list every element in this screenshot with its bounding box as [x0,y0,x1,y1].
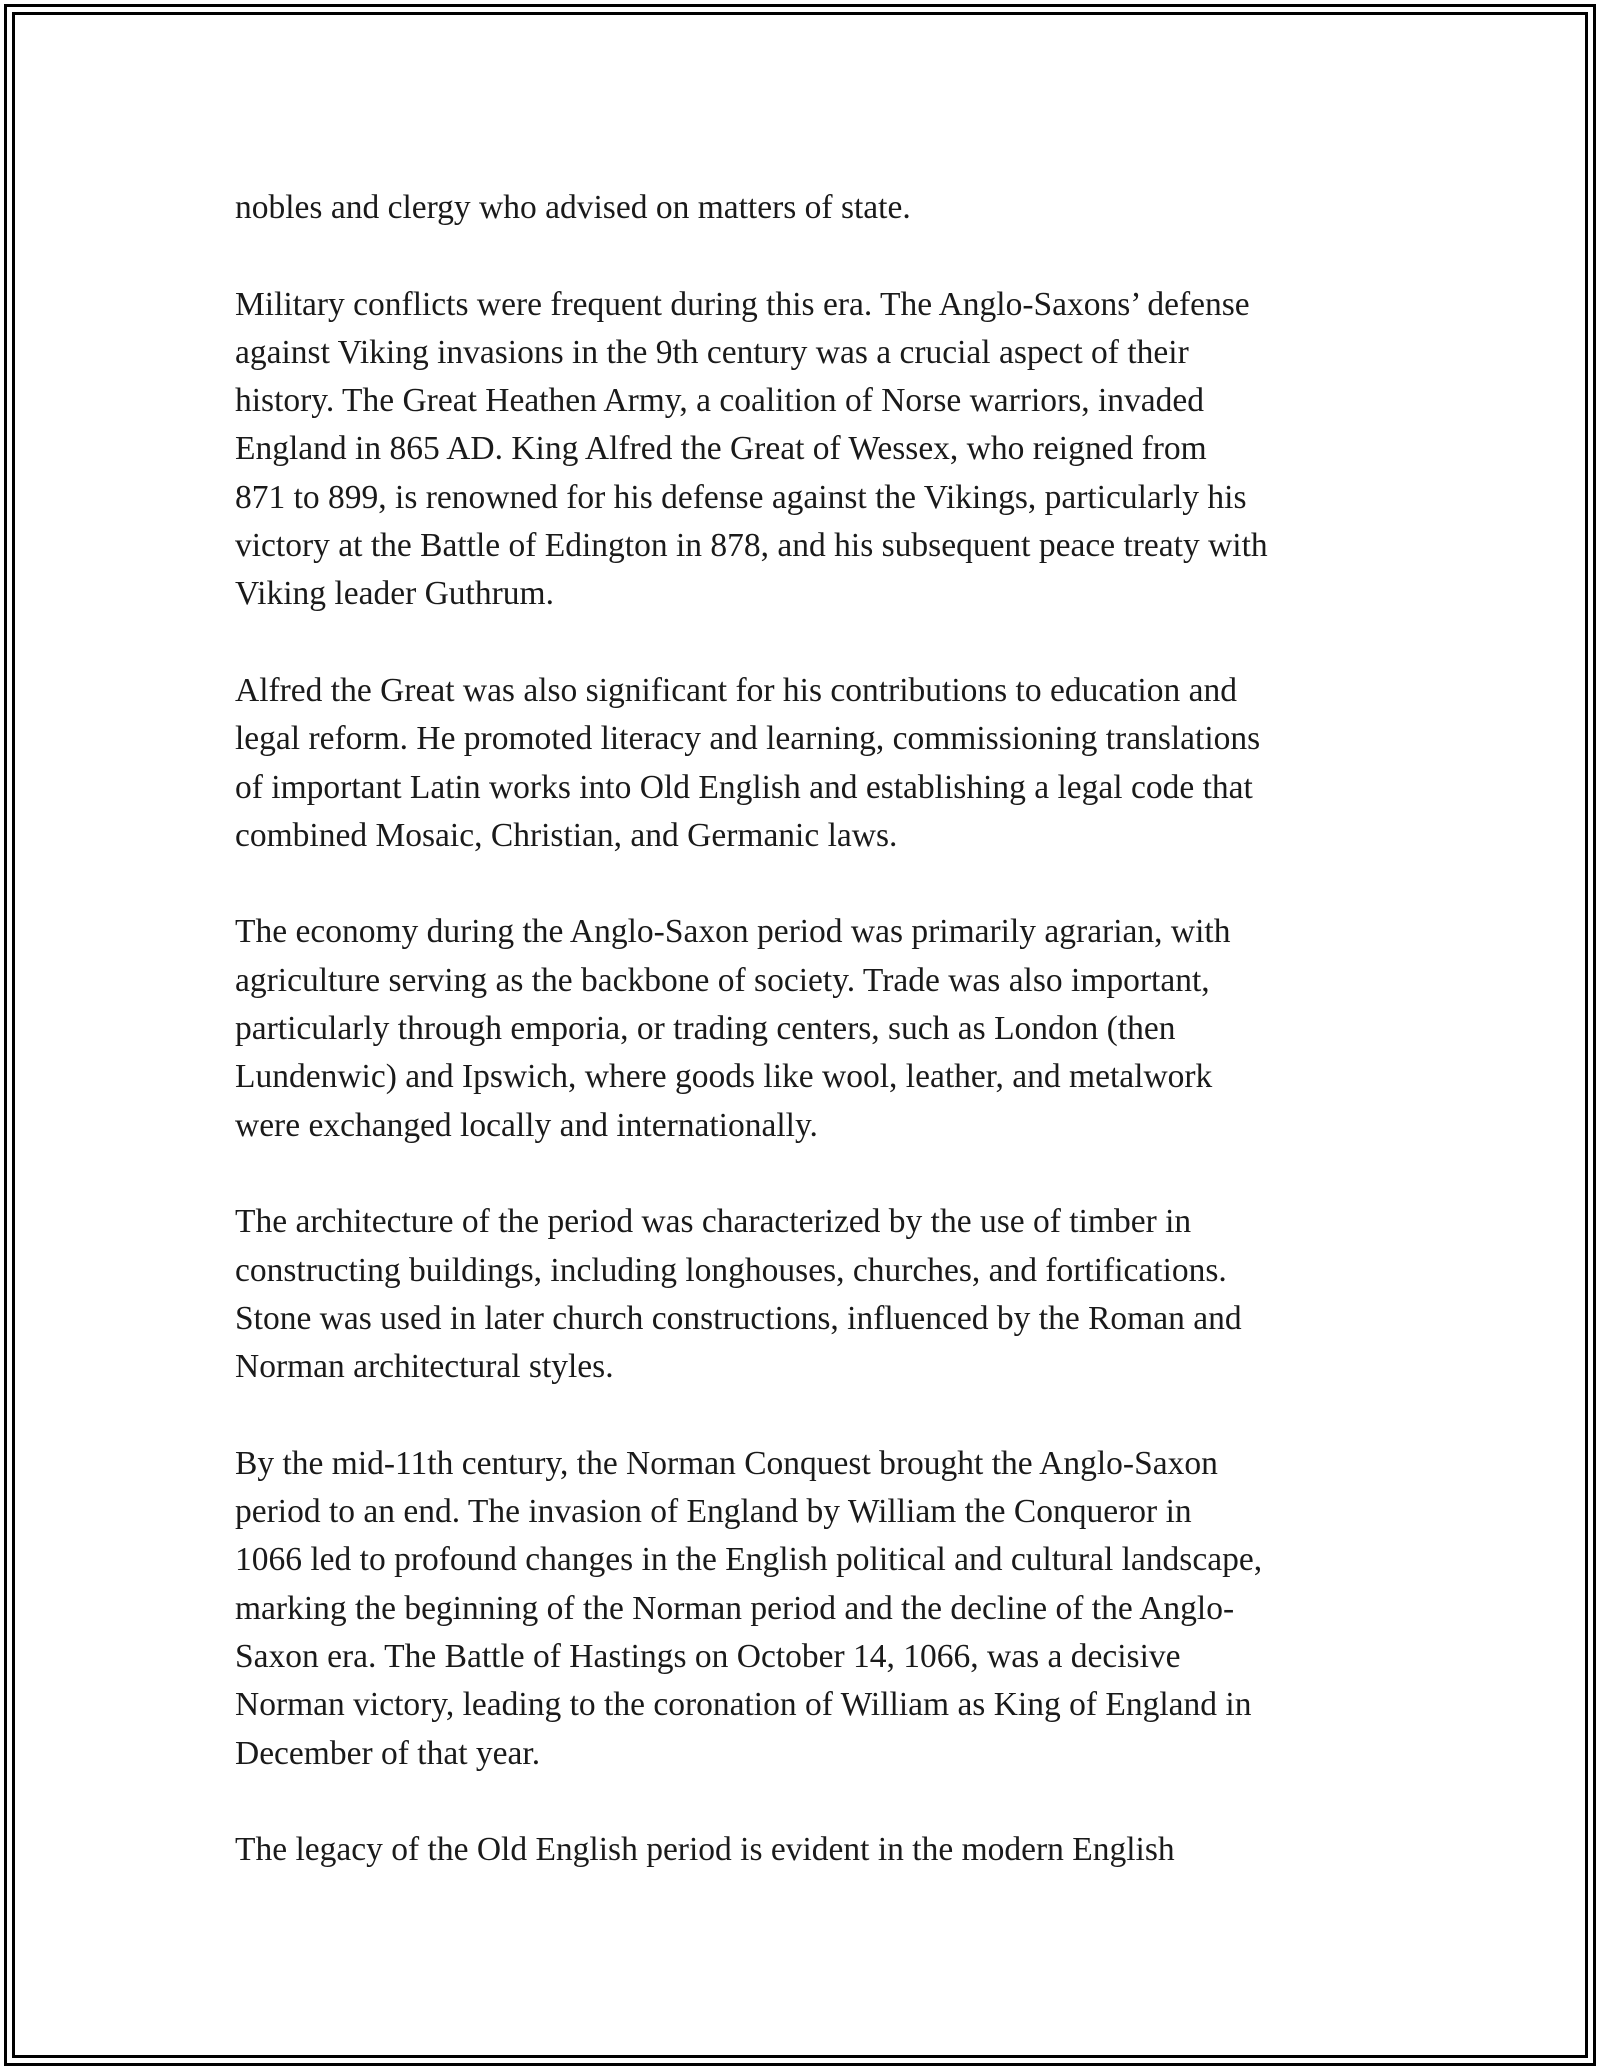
text-line: history. The Great Heathen Army, a coalition of Norse warriors, invaded [235,382,1205,420]
text-line: constructing buildings, including longhouses, churches, and fortifications. [235,1251,1227,1289]
text-line: nobles and clergy who advised on matters of state. [235,189,911,226]
text-line: Norman architectural styles. [235,1348,614,1386]
text-line: Stone was used in later church constructions, influenced by the Roman and [235,1299,1242,1337]
text-line: The legacy of the Old English period is evident in the modern English [235,1831,1175,1869]
text-line: The architecture of the period was characterized by the use of timber in [235,1203,1192,1241]
paragraph-council [235,184,1395,232]
text-line: Lundenwic) and Ipswich, where goods like wool, leather, and metalwork [235,1058,1213,1096]
text-line: of important Latin works into Old English and establishing a legal code that [235,768,1253,806]
text-line: Norman victory, leading to the coronation of William as King of England in [235,1686,1252,1724]
text-line: victory at the Battle of Edington in 878, and his subsequent peace treaty with [235,527,1268,565]
text-line: legal reform. He promoted literacy and learning, commissioning translations [235,720,1261,758]
text-line: England in 865 AD. King Alfred the Great of Wessex, who reigned from [235,430,1207,468]
text-line: were exchanged locally and internationally. [235,1106,818,1144]
paragraph-architecture [235,1198,1395,1391]
paragraph-economy [235,908,1395,1149]
text-line: December of that year. [235,1734,541,1772]
paragraph-legacy [235,1826,1395,1874]
text-line: agriculture serving as the backbone of society. Trade was also important, [235,961,1210,999]
text-line: combined Mosaic, Christian, and Germanic laws. [235,816,898,854]
text-line: 1066 led to profound changes in the English political and cultural landscape, [235,1541,1263,1579]
text-line: against Viking invasions in the 9th century was a crucial aspect of their [235,333,1189,371]
text-line: marking the beginning of the Norman period and the decline of the Anglo- [235,1589,1235,1627]
text-line: The economy during the Anglo-Saxon period was primarily agrarian, with [235,913,1231,951]
paragraph-alfred-reforms [235,667,1395,860]
text-line: 871 to 899, is renowned for his defense against the Vikings, particularly his [235,478,1247,516]
paragraph-norman-conquest [235,1440,1395,1778]
text-line: Saxon era. The Battle of Hastings on October 14, 1066, was a decisive [235,1637,1181,1675]
text-line: By the mid-11th century, the Norman Conquest brought the Anglo-Saxon [235,1444,1218,1482]
text-line: period to an end. The invasion of England by William the Conqueror in [235,1493,1192,1531]
text-line: Alfred the Great was also significant for his contributions to education and [235,671,1237,709]
document-body [235,184,1395,1923]
text-line: Military conflicts were frequent during this era. The Anglo-Saxons’ defense [235,285,1250,323]
text-line: particularly through emporia, or trading centers, such as London (then [235,1010,1176,1048]
paragraph-military-conflicts [235,281,1395,619]
text-line: Viking leader Guthrum. [235,575,554,613]
